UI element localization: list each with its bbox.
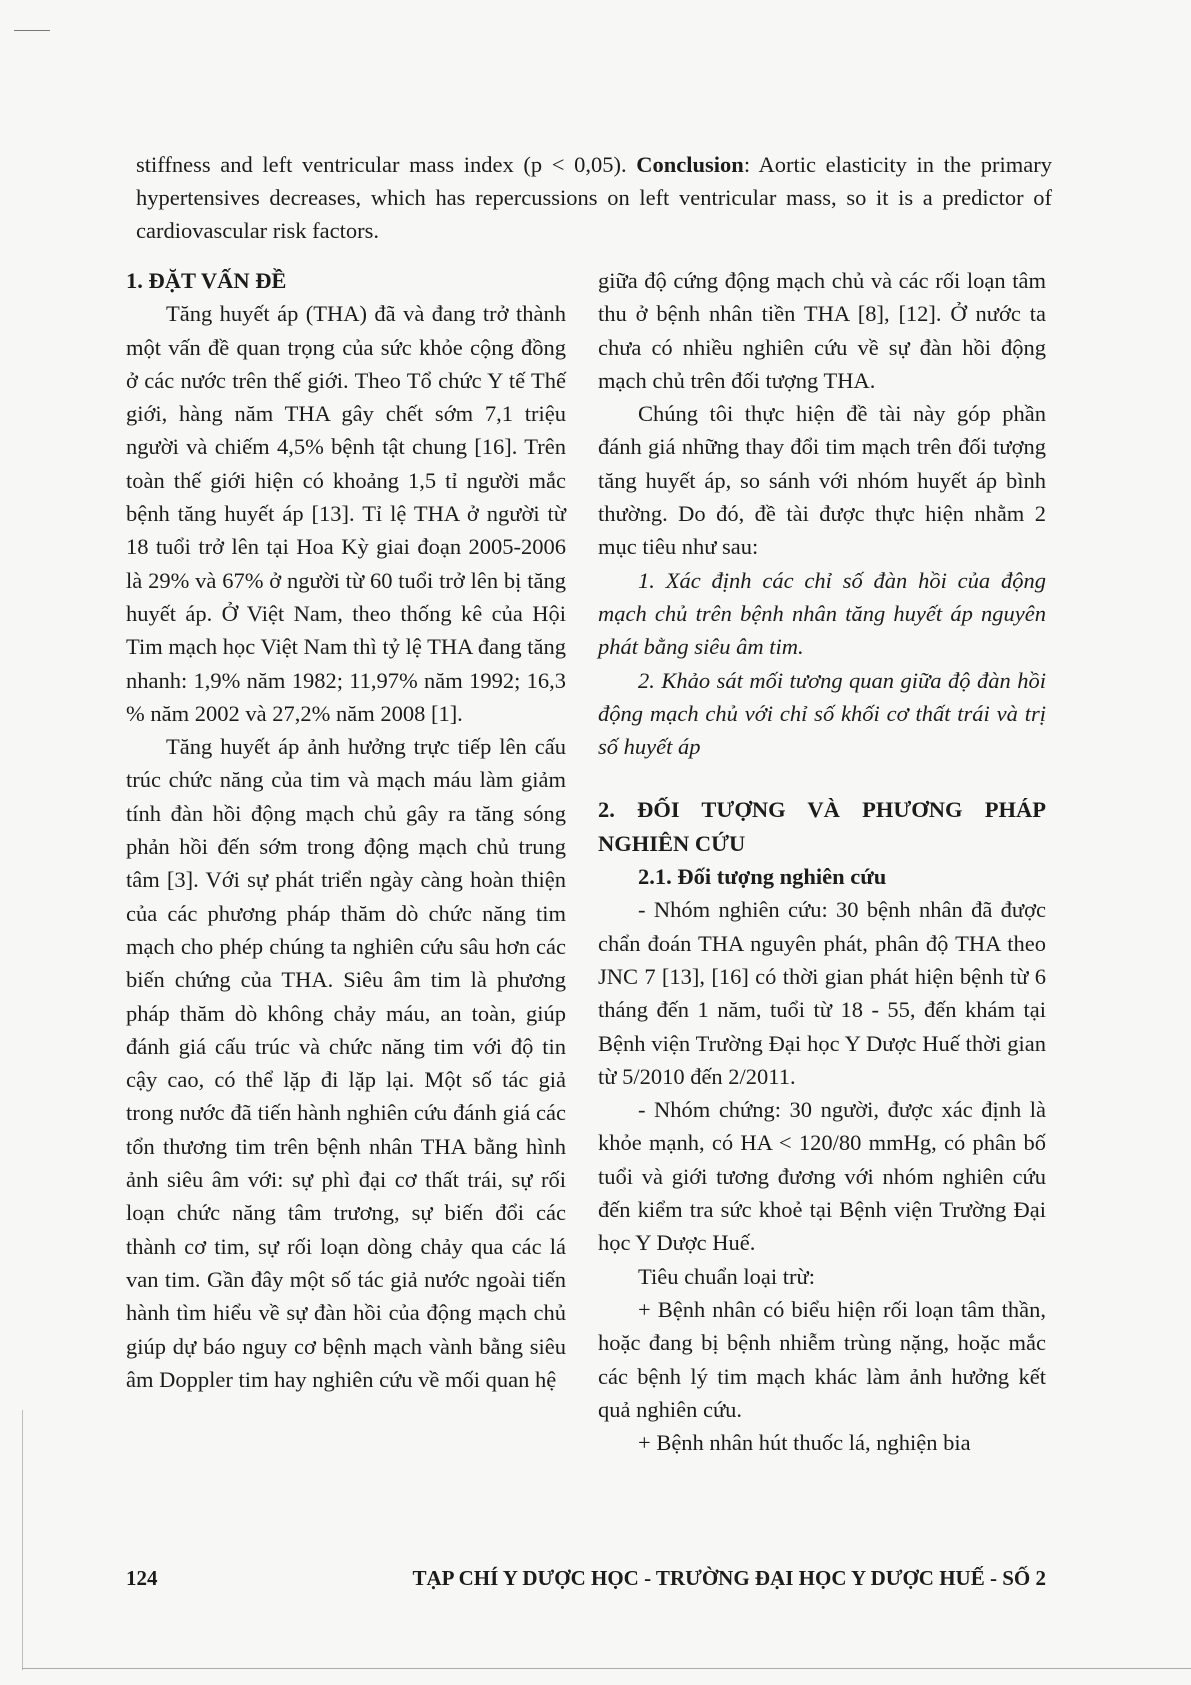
page-number: 124 — [126, 1566, 158, 1590]
abstract-tail — [136, 148, 1052, 247]
abstract-text: : Aortic elasticity in the primary hypertensives decreases, which has repercussions on left ventricular mass, so it is a predictor of cardiovascular risk factors. — [136, 152, 1052, 243]
paragraph: Tăng huyết áp (THA) đã và đang trở thành một vấn đề quan trọng của sức khỏe cộng đồng ở các nước trên thế giới. Theo Tổ chức Y tế Thế giới, hàng năm THA gây chết sớm 7,1 triệu người và chiếm 4,5% bệnh tật chung [16]. Trên toàn thế giới hiện có khoảng 1,5 tỉ người mắc bệnh tăng huyết áp [13]. Tỉ lệ THA ở người từ 18 tuổi trở lên tại Hoa Kỳ giai đoạn 2005-2006 là 29% và 67% ở người từ 60 tuổi trở lên bị tăng huyết áp. Ở Việt Nam, theo thống kê của Hội Tim mạch học Việt Nam thì tỷ lệ THA đang tăng nhanh: 1,9% năm 1982; 11,97% năm 1992; 16,3 % năm 2002 và 27,2% năm 2008 [1]. — [126, 301, 566, 726]
scan-edge — [22, 1668, 1191, 1669]
journal-title: TẠP CHÍ Y DƯỢC HỌC - TRƯỜNG ĐẠI HỌC Y DƯỢC HUẾ - SỐ 2 — [412, 1566, 1046, 1590]
paragraph: + Bệnh nhân có biểu hiện rối loạn tâm thần, hoặc đang bị bệnh nhiễm trùng nặng, hoặc mắc các bệnh lý tim mạch khác làm ảnh hưởng kết quả nghiên cứu. — [598, 1296, 1046, 1422]
objective-item: 2. Khảo sát mối tương quan giữa độ đàn hồi động mạch chủ với chỉ số khối cơ thất trái và trị số huyết áp — [598, 667, 1046, 760]
right-column — [598, 264, 1046, 1459]
objective-item: 1. Xác định các chỉ số đàn hồi của động mạch chủ trên bệnh nhân tăng huyết áp nguyên phát bằng siêu âm tim. — [598, 567, 1046, 660]
paragraph: Chúng tôi thực hiện đề tài này góp phần đánh giá những thay đổi tim mạch trên đối tượng tăng huyết áp, so sánh với nhóm huyết áp bình thường. Do đó, đề tài được thực hiện nhằm 2 mục tiêu như sau: — [598, 401, 1046, 560]
subsection-heading: 2.1. Đối tượng nghiên cứu — [638, 864, 887, 890]
scan-edge — [22, 1410, 23, 1670]
paragraph: Tiêu chuẩn loại trừ: — [638, 1263, 815, 1289]
scan-mark — [14, 30, 50, 31]
paragraph: - Nhóm nghiên cứu: 30 bệnh nhân đã được chẩn đoán THA nguyên phát, phân độ THA theo JNC 7 [13], [16] có thời gian phát hiện bệnh từ 6 tháng đến 1 năm, tuổi từ 18 - 55, đến khám tại Bệnh viện Trường Đại học Y Dược Huế thời gian từ 5/2010 đến 2/2011. — [598, 897, 1046, 1089]
section-heading: 2. ĐỐI TƯỢNG VÀ PHƯƠNG PHÁP NGHIÊN CỨU — [598, 797, 1046, 856]
left-column — [126, 264, 566, 1396]
paragraph: + Bệnh nhân hút thuốc lá, nghiện bia — [638, 1430, 971, 1456]
paragraph: Tăng huyết áp ảnh hưởng trực tiếp lên cấu trúc chức năng của tim và mạch máu làm giảm tính đàn hồi động mạch chủ gây ra tăng sóng phản hồi đến sớm trong động mạch chủ trung tâm [3]. Với sự phát triển ngày càng hoàn thiện của các phương pháp thăm dò chức năng tim mạch cho phép chúng ta nghiên cứu sâu hơn các biến chứng của THA. Siêu âm tim là phương pháp thăm dò không chảy máu, an toàn, giúp đánh giá cấu trúc và chức năng tim với độ tin cậy cao, có thể lặp đi lặp lại. Một số tác giả trong nước đã tiến hành nghiên cứu đánh giá các tổn thương tim trên bệnh nhân THA bằng hình ảnh siêu âm với: sự phì đại cơ thất trái, sự rối loạn chức năng tâm trương, sự biến đổi các thành cơ tim, sự rối loạn dòng chảy qua các lá van tim. Gần đây một số tác giả nước ngoài tiến hành tìm hiểu về sự đàn hồi của động mạch chủ giúp dự báo nguy cơ bệnh mạch vành bằng siêu âm Doppler tim hay nghiên cứu về mối quan hệ — [126, 734, 566, 1392]
section-heading: 1. ĐẶT VẤN ĐỀ — [126, 268, 287, 293]
conclusion-label: Conclusion — [636, 152, 744, 177]
paragraph: - Nhóm chứng: 30 người, được xác định là khỏe mạnh, có HA < 120/80 mmHg, có phân bố tuổi và giới tương đương với nhóm nghiên cứu đến kiểm tra sức khoẻ tại Bệnh viện Trường Đại học Y Dược Huế. — [598, 1097, 1046, 1256]
paragraph: giữa độ cứng động mạch chủ và các rối loạn tâm thu ở bệnh nhân tiền THA [8], [12]. Ở nước ta chưa có nhiều nghiên cứu về sự đàn hồi động mạch chủ trên đối tượng THA. — [598, 268, 1046, 393]
page-footer — [126, 1566, 1046, 1596]
abstract-text: stiffness and left ventricular mass index (p < 0,05). — [136, 152, 637, 177]
